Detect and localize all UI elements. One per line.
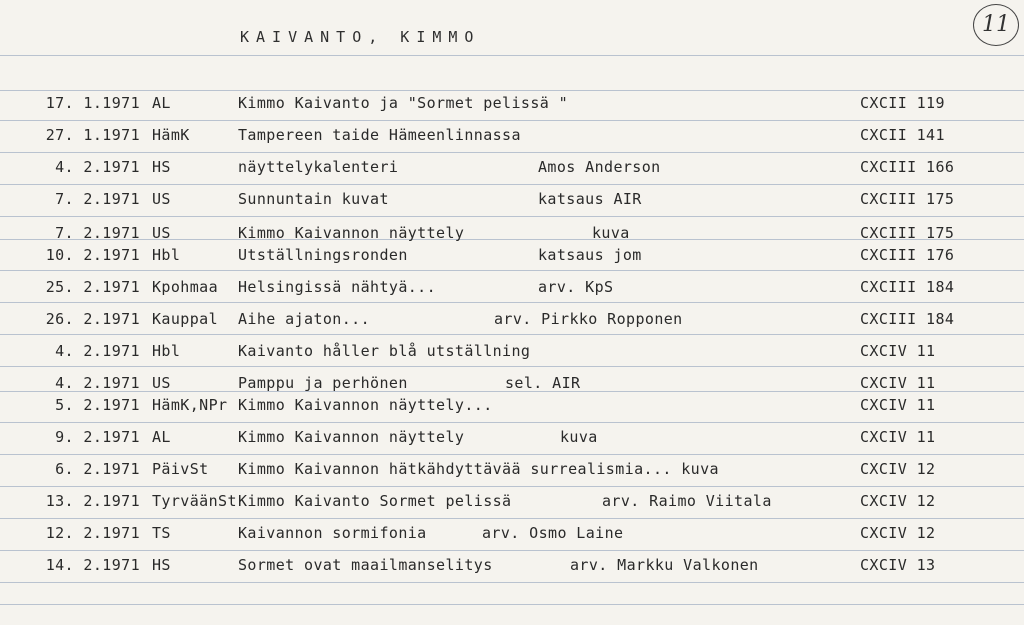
entry-date: 25. 2.1971: [45, 278, 140, 296]
card-number: 11: [973, 4, 1019, 46]
ruled-line: [0, 90, 1024, 91]
ruled-line: [0, 270, 1024, 271]
entry-headline: Tampereen taide Hämeenlinnassa: [238, 126, 521, 144]
entry-source: Kpohmaa: [152, 278, 219, 296]
entry-headline: Sormet ovat maailmanselitys: [238, 556, 493, 574]
ruled-line: [0, 518, 1024, 519]
entry-source: Kauppal: [152, 310, 219, 328]
entry-reference: CXCIV 13: [860, 556, 936, 574]
entry-note: arv. Osmo Laine: [482, 524, 624, 542]
entry-headline: Kimmo Kaivannon näyttely: [238, 428, 465, 446]
entry-source: PäivSt: [152, 460, 209, 478]
entry-date: 7. 2.1971: [55, 224, 140, 242]
ruled-line: [0, 334, 1024, 335]
entry-source: TyrväänSt: [152, 492, 237, 510]
entry-source: HämK,NPr: [152, 396, 228, 414]
entry-note: arv. KpS: [538, 278, 614, 296]
entry-reference: CXCIV 11: [860, 342, 936, 360]
ruled-line: [0, 366, 1024, 367]
entry-note: arv. Markku Valkonen: [570, 556, 759, 574]
entry-note: kuva: [560, 428, 598, 446]
entry-reference: CXCIII 184: [860, 278, 955, 296]
entry-reference: CXCIII 166: [860, 158, 955, 176]
entry-reference: CXCIV 11: [860, 396, 936, 414]
ruled-line: [0, 184, 1024, 185]
entry-note: sel. AIR: [505, 374, 581, 392]
entry-headline: näyttelykalenteri: [238, 158, 399, 176]
entry-date: 9. 2.1971: [55, 428, 140, 446]
ruled-line: [0, 550, 1024, 551]
entry-headline: Utställningsronden: [238, 246, 408, 264]
entry-reference: CXCIII 176: [860, 246, 955, 264]
entry-date: 4. 2.1971: [55, 374, 140, 392]
entry-date: 6. 2.1971: [55, 460, 140, 478]
entry-source: TS: [152, 524, 171, 542]
entry-headline: Helsingissä nähtyä...: [238, 278, 437, 296]
ruled-line: [0, 486, 1024, 487]
entry-source: AL: [152, 94, 171, 112]
entry-headline: Pamppu ja perhönen: [238, 374, 408, 392]
card-title: KAIVANTO, KIMMO: [240, 28, 481, 46]
entry-note: katsaus jom: [538, 246, 642, 264]
entry-note: katsaus AIR: [538, 190, 642, 208]
ruled-line: [0, 454, 1024, 455]
ruled-line: [0, 604, 1024, 605]
ruled-line: [0, 302, 1024, 303]
ruled-line: [0, 582, 1024, 583]
entry-date: 4. 2.1971: [55, 158, 140, 176]
ruled-line: [0, 152, 1024, 153]
entry-note: kuva: [592, 224, 630, 242]
entry-headline: Kimmo Kaivannon hätkähdyttävää surrealismia... kuva: [238, 460, 719, 478]
entry-date: 5. 2.1971: [55, 396, 140, 414]
entry-reference: CXCIII 175: [860, 190, 955, 208]
entry-date: 14. 2.1971: [45, 556, 140, 574]
entry-headline: Aihe ajaton...: [238, 310, 371, 328]
ruled-line: [0, 55, 1024, 56]
entry-reference: CXCIV 11: [860, 374, 936, 392]
entry-date: 26. 2.1971: [45, 310, 140, 328]
entry-reference: CXCIII 184: [860, 310, 955, 328]
entry-source: AL: [152, 428, 171, 446]
entry-note: Amos Anderson: [538, 158, 661, 176]
entry-source: US: [152, 374, 171, 392]
entry-reference: CXCII 141: [860, 126, 945, 144]
entry-date: 17. 1.1971: [45, 94, 140, 112]
entry-reference: CXCIV 12: [860, 524, 936, 542]
entry-date: 27. 1.1971: [45, 126, 140, 144]
entry-source: Hbl: [152, 342, 181, 360]
entry-source: Hbl: [152, 246, 181, 264]
entry-headline: Kaivannon sormifonia: [238, 524, 427, 542]
entry-headline: Kimmo Kaivannon näyttely...: [238, 396, 493, 414]
entry-date: 12. 2.1971: [45, 524, 140, 542]
entry-date: 4. 2.1971: [55, 342, 140, 360]
entry-headline: Kimmo Kaivanto ja "Sormet pelissä ": [238, 94, 569, 112]
entry-reference: CXCIV 12: [860, 460, 936, 478]
entry-reference: CXCIV 12: [860, 492, 936, 510]
entry-date: 10. 2.1971: [45, 246, 140, 264]
entry-reference: CXCIV 11: [860, 428, 936, 446]
entry-headline: Kaivanto håller blå utställning: [238, 342, 531, 360]
entry-note: arv. Raimo Viitala: [602, 492, 772, 510]
entry-source: HS: [152, 556, 171, 574]
entry-headline: Sunnuntain kuvat: [238, 190, 389, 208]
ruled-line: [0, 422, 1024, 423]
entry-reference: CXCIII 175: [860, 224, 955, 242]
entry-headline: Kimmo Kaivannon näyttely: [238, 224, 465, 242]
entry-source: HämK: [152, 126, 190, 144]
entry-reference: CXCII 119: [860, 94, 945, 112]
entry-note: arv. Pirkko Ropponen: [494, 310, 683, 328]
entry-headline: Kimmo Kaivanto Sormet pelissä: [238, 492, 512, 510]
entry-source: HS: [152, 158, 171, 176]
entry-date: 13. 2.1971: [45, 492, 140, 510]
entry-source: US: [152, 224, 171, 242]
entry-source: US: [152, 190, 171, 208]
entry-date: 7. 2.1971: [55, 190, 140, 208]
ruled-line: [0, 120, 1024, 121]
ruled-line: [0, 216, 1024, 217]
